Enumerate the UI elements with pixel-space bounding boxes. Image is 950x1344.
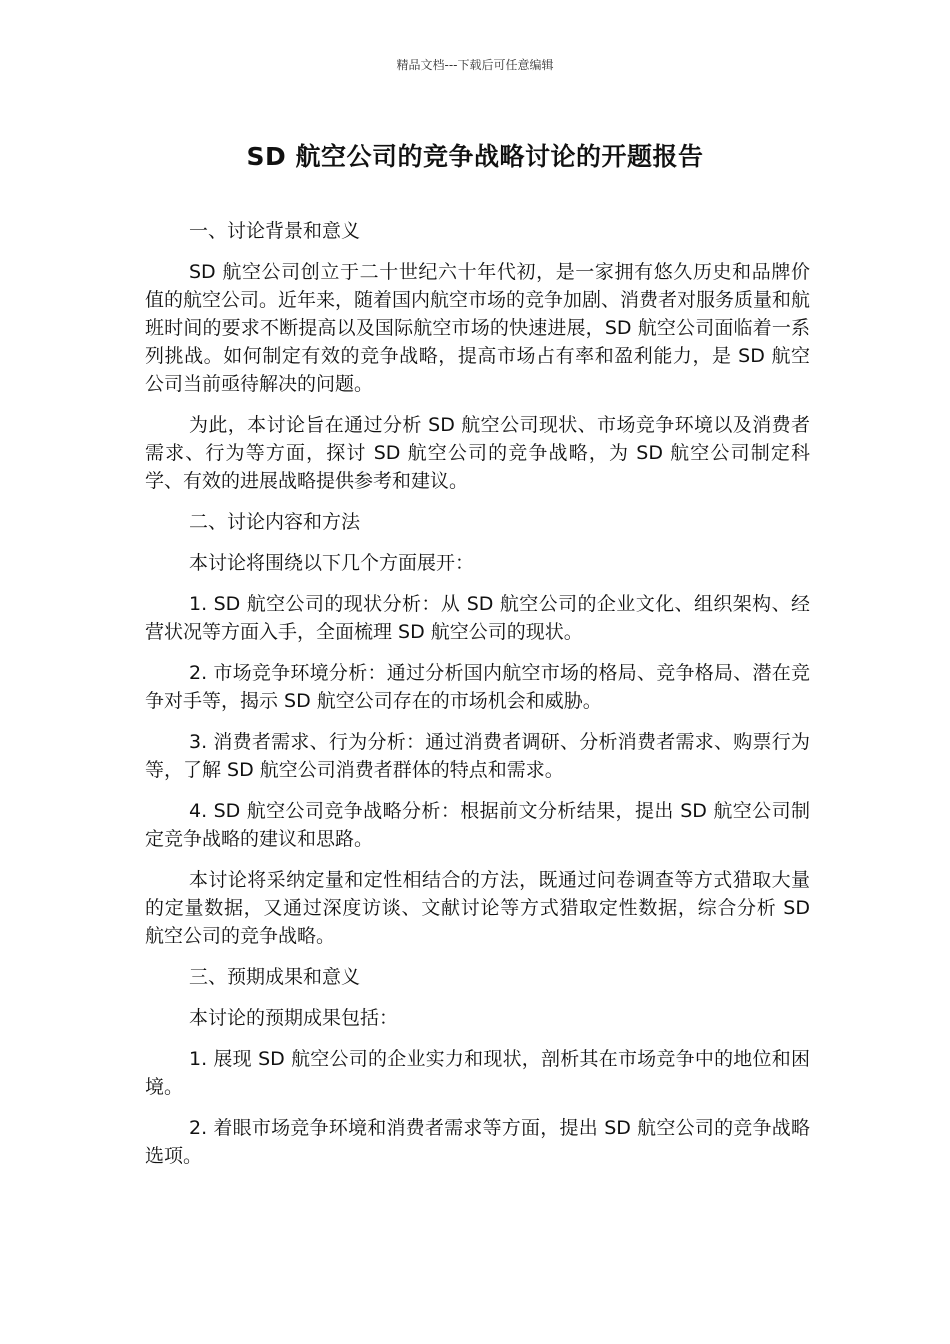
section-heading-expected-results: 三、预期成果和意义 xyxy=(189,966,361,988)
list-item-result-2: 2. 着眼市场竞争环境和消费者需求等方面，提出 SD 航空公司的竞争战略选项。 xyxy=(145,1117,810,1167)
list-item-result-1: 1. 展现 SD 航空公司的企业实力和现状，剖析其在市场竞争中的地位和困境。 xyxy=(145,1048,810,1098)
section-heading-background: 一、讨论背景和意义 xyxy=(189,220,361,242)
paragraph-purpose: 为此，本讨论旨在通过分析 SD 航空公司现状、市场竞争环境以及消费者需求、行为等方面，探讨 SD 航空公司的竞争战略，为 SD 航空公司制定科学、有效的进展战略提供参考和建议。 xyxy=(145,414,810,492)
list-item-status-analysis: 1. SD 航空公司的现状分析：从 SD 航空公司的企业文化、组织架构、经营状况等方面入手，全面梳理 SD 航空公司的现状。 xyxy=(145,593,810,643)
paragraph-method: 本讨论将采纳定量和定性相结合的方法，既通过问卷调查等方式猎取大量的定量数据，又通过深度访谈、文献讨论等方式猎取定性数据，综合分析 SD 航空公司的竞争战略。 xyxy=(145,869,810,947)
paragraph-content-intro: 本讨论将围绕以下几个方面展开： xyxy=(189,552,475,574)
paragraph-background: SD 航空公司创立于二十世纪六十年代初，是一家拥有悠久历史和品牌价值的航空公司。近年来，随着国内航空市场的竞争加剧、消费者对服务质量和航班时间的要求不断提高以及国际航空市场的快速进展，SD 航空公司面临着一系列挑战。如何制定有效的竞争战略，提高市场占有率和盈利能力，是 SD 航空公司当前亟待解决的问题。 xyxy=(145,261,811,395)
section-heading-content-method: 二、讨论内容和方法 xyxy=(189,511,361,533)
paragraph-results-intro: 本讨论的预期成果包括： xyxy=(189,1007,399,1029)
list-item-strategy-analysis: 4. SD 航空公司竞争战略分析：根据前文分析结果，提出 SD 航空公司制定竞争战略的建议和思路。 xyxy=(145,800,810,850)
document-title: SD 航空公司的竞争战略讨论的开题报告 xyxy=(246,142,704,171)
list-item-market-analysis: 2. 市场竞争环境分析：通过分析国内航空市场的格局、竞争格局、潜在竞争对手等，揭示 SD 航空公司存在的市场机会和威胁。 xyxy=(145,662,810,712)
document-body xyxy=(145,217,810,1183)
page-header: 精品文档---下载后可任意编辑 xyxy=(396,58,554,72)
list-item-consumer-analysis: 3. 消费者需求、行为分析：通过消费者调研、分析消费者需求、购票行为等，了解 SD 航空公司消费者群体的特点和需求。 xyxy=(145,731,810,781)
